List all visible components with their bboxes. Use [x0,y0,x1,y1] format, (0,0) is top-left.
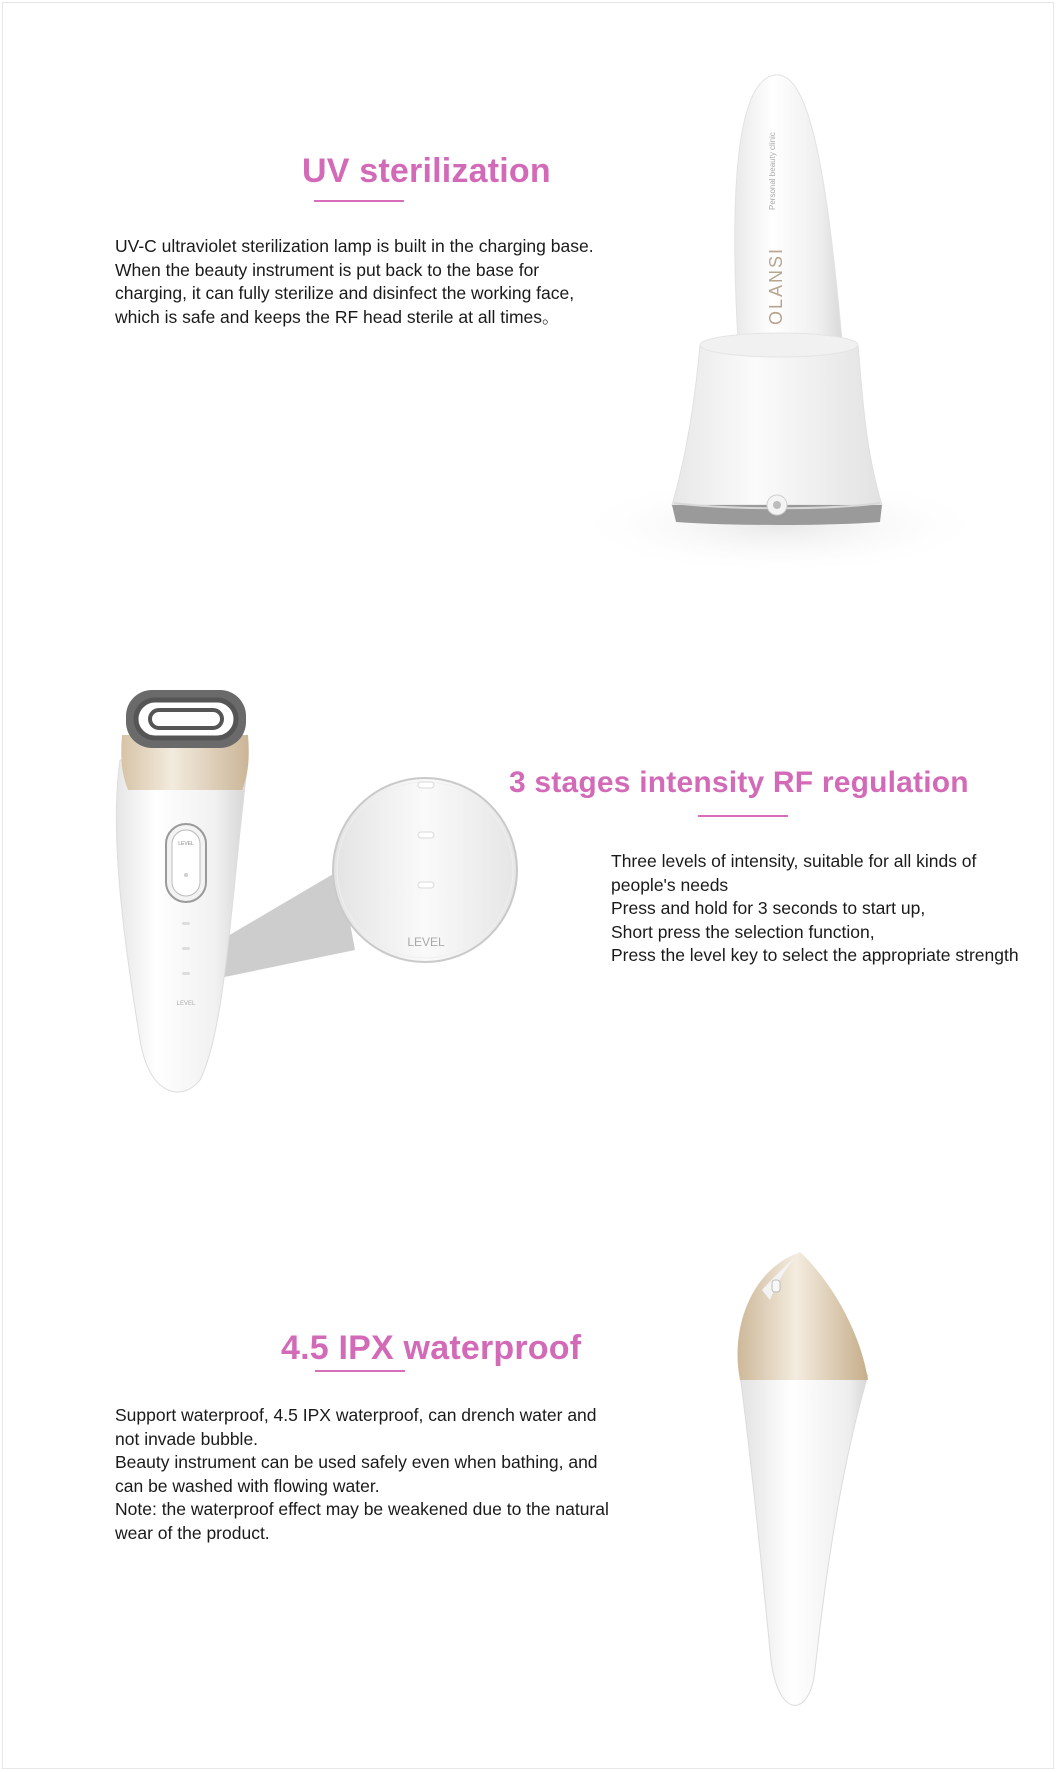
paragraph: Support waterproof, 4.5 IPX waterproof, can drench water and not invade bubble. [115,1405,597,1449]
heading-underline [315,1370,405,1372]
heading-underline [698,815,788,817]
uv-sterilization-description [115,235,615,329]
level-button-label: LEVEL [178,841,194,847]
paragraph: Press and hold for 3 seconds to start up, [611,898,926,918]
rf-device-image [10,680,540,1180]
paragraph: Press the level key to select the appropriate strength [611,945,1019,965]
waterproof-heading: 4.5 IPX waterproof [281,1329,582,1367]
device-brand-label: OLANSI [766,246,786,325]
paragraph: Three levels of intensity, suitable for all kinds of people's needs [611,851,977,895]
paragraph: Note: the waterproof effect may be weakened due to the natural wear of the product. [115,1499,609,1543]
level-indicator-label: LEVEL [176,1001,196,1007]
paragraph: Beauty instrument can be used safely even when bathing, and can be washed with flowing water. [115,1452,598,1496]
device-subtitle-label: Personal beauty clinic [768,132,777,210]
waterproof-device-image [700,1250,900,1770]
charging-base-device-image [580,70,1000,590]
heading-underline [314,200,404,202]
paragraph: UV-C ultraviolet sterilization lamp is built in the charging base. [115,236,594,256]
uv-sterilization-heading: UV sterilization [302,152,551,190]
zoom-level-label: LEVEL [407,935,445,949]
paragraph: When the beauty instrument is put back to the base for charging, it can fully sterilize and disinfect the working face, which is safe and keeps the RF head sterile at all times。 [115,259,575,327]
rf-regulation-description [611,850,1031,968]
paragraph: Short press the selection function, [611,921,875,942]
waterproof-description [115,1404,615,1545]
rf-regulation-heading: 3 stages intensity RF regulation [509,766,969,799]
